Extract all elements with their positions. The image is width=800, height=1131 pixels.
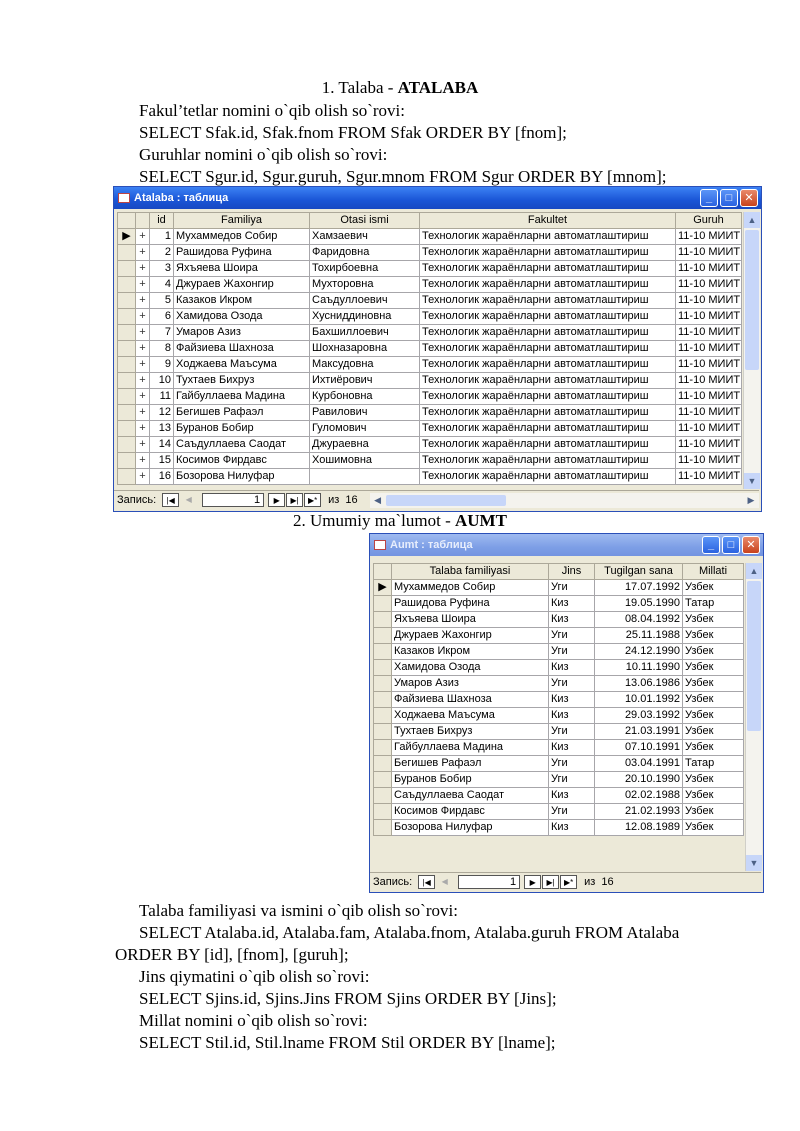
table-row[interactable]: [374, 676, 744, 692]
table-row[interactable]: [374, 692, 744, 708]
cell-talaba-familiyasi[interactable]: Казаков Икром: [392, 644, 549, 660]
cell-otasi-ismi[interactable]: [310, 469, 420, 485]
cell-tugilgan-sana[interactable]: 20.10.1990: [595, 772, 683, 788]
cell-talaba-familiyasi[interactable]: Хамидова Озода: [392, 660, 549, 676]
table-row[interactable]: [374, 804, 744, 820]
cell-familiya[interactable]: Буранов Бобир: [174, 421, 310, 437]
cell-guruh[interactable]: 11-10 МИИТ: [676, 373, 742, 389]
cell-millati[interactable]: Узбек: [683, 644, 744, 660]
table-row[interactable]: [374, 596, 744, 612]
cell-millati[interactable]: Узбек: [683, 580, 744, 596]
row-selector[interactable]: [118, 341, 136, 357]
cell-familiya[interactable]: Рашидова Руфина: [174, 245, 310, 261]
cell-familiya[interactable]: Умаров Азиз: [174, 325, 310, 341]
current-record-icon[interactable]: ▶: [374, 580, 392, 596]
record-of-label: из: [584, 876, 596, 888]
table-row[interactable]: [118, 293, 742, 309]
column-header-jins[interactable]: Jins: [549, 564, 595, 580]
column-header-tugilgan-sana[interactable]: Tugilgan sana: [595, 564, 683, 580]
sql-query: SELECT Sfak.id, Sfak.fnom FROM Sfak ORDER BY [fnom];: [139, 123, 567, 142]
cell-familiya[interactable]: Ходжаева Маъсума: [174, 357, 310, 373]
minimize-icon[interactable]: _: [700, 189, 718, 207]
text-line: Jins qiymatini o`qib olish so`rovi:: [139, 967, 370, 986]
table-row[interactable]: [118, 277, 742, 293]
row-selector[interactable]: [118, 453, 136, 469]
sql-query: SELECT Sjins.id, Sjins.Jins FROM Sjins ORDER BY [Jins];: [139, 989, 557, 1008]
cell-millati[interactable]: Узбек: [683, 692, 744, 708]
cell-otasi-ismi[interactable]: Тохирбоевна: [310, 261, 420, 277]
table-row[interactable]: [118, 453, 742, 469]
sql-query: SELECT Atalaba.id, Atalaba.fam, Atalaba.fnom, Atalaba.guruh FROM Atalaba: [139, 923, 680, 942]
column-header-talaba-familiyasi[interactable]: Talaba familiyasi: [392, 564, 549, 580]
cell-jins[interactable]: Киз: [549, 740, 595, 756]
cell-familiya[interactable]: Саъдуллаева Саодат: [174, 437, 310, 453]
cell-jins[interactable]: Киз: [549, 692, 595, 708]
table-row[interactable]: [118, 261, 742, 277]
cell-familiya[interactable]: Гайбуллаева Мадина: [174, 389, 310, 405]
cell-jins[interactable]: Уги: [549, 772, 595, 788]
row-selector[interactable]: [118, 293, 136, 309]
sql-query: SELECT Sgur.id, Sgur.guruh, Sgur.mnom FROM Sgur ORDER BY [mnom];: [139, 167, 667, 186]
row-selector[interactable]: [118, 277, 136, 293]
cell-id[interactable]: 2: [150, 245, 174, 261]
cell-tugilgan-sana[interactable]: 10.01.1992: [595, 692, 683, 708]
row-selector[interactable]: [118, 373, 136, 389]
cell-talaba-familiyasi[interactable]: Буранов Бобир: [392, 772, 549, 788]
cell-jins[interactable]: Киз: [549, 820, 595, 836]
cell-fakultet[interactable]: Технологик жараёнларни автоматлаштириш: [420, 261, 676, 277]
cell-fakultet[interactable]: Технологик жараёнларни автоматлаштириш: [420, 293, 676, 309]
cell-fakultet[interactable]: Технологик жараёнларни автоматлаштириш: [420, 229, 676, 245]
column-header-millati[interactable]: Millati: [683, 564, 744, 580]
text-line: Guruhlar nomini o`qib olish so`rovi:: [139, 145, 388, 164]
cell-fakultet[interactable]: Технологик жараёнларни автоматлаштириш: [420, 277, 676, 293]
cell-guruh[interactable]: 11-10 МИИТ: [676, 405, 742, 421]
cell-fakultet[interactable]: Технологик жараёнларни автоматлаштириш: [420, 405, 676, 421]
expand-icon[interactable]: +: [136, 229, 150, 245]
cell-familiya[interactable]: Тухтаев Бихруз: [174, 373, 310, 389]
table-row[interactable]: [118, 245, 742, 261]
cell-guruh[interactable]: 11-10 МИИТ: [676, 357, 742, 373]
cell-guruh[interactable]: 11-10 МИИТ: [676, 437, 742, 453]
cell-id[interactable]: 3: [150, 261, 174, 277]
cell-id[interactable]: 8: [150, 341, 174, 357]
cell-talaba-familiyasi[interactable]: Мухаммедов Собир: [392, 580, 549, 596]
cell-familiya[interactable]: Файзиева Шахноза: [174, 341, 310, 357]
scroll-thumb[interactable]: [745, 230, 759, 370]
cell-guruh[interactable]: 11-10 МИИТ: [676, 453, 742, 469]
cell-talaba-familiyasi[interactable]: Тухтаев Бихруз: [392, 724, 549, 740]
cell-jins[interactable]: Уги: [549, 676, 595, 692]
cell-guruh[interactable]: 11-10 МИИТ: [676, 245, 742, 261]
table-row[interactable]: [374, 820, 744, 836]
cell-guruh[interactable]: 11-10 МИИТ: [676, 341, 742, 357]
cell-tugilgan-sana[interactable]: 21.02.1993: [595, 804, 683, 820]
cell-jins[interactable]: Киз: [549, 788, 595, 804]
table-row[interactable]: [118, 421, 742, 437]
section1-heading: 1. Talaba - ATALABA: [321, 78, 479, 97]
column-header-fakultet[interactable]: Fakultet: [420, 213, 676, 229]
table-icon: [374, 540, 386, 550]
row-selector[interactable]: [374, 692, 392, 708]
cell-millati[interactable]: Узбек: [683, 724, 744, 740]
cell-jins[interactable]: Киз: [549, 596, 595, 612]
cell-guruh[interactable]: 11-10 МИИТ: [676, 421, 742, 437]
cell-talaba-familiyasi[interactable]: Файзиева Шахноза: [392, 692, 549, 708]
table-row[interactable]: [374, 660, 744, 676]
row-selector[interactable]: [374, 676, 392, 692]
atalaba-datasheet: [117, 212, 742, 485]
table-row[interactable]: [374, 788, 744, 804]
cell-jins[interactable]: Уги: [549, 644, 595, 660]
row-selector[interactable]: [374, 756, 392, 772]
cell-id[interactable]: 12: [150, 405, 174, 421]
expand-icon[interactable]: +: [136, 293, 150, 309]
row-selector[interactable]: [118, 309, 136, 325]
scroll-down-icon[interactable]: ▼: [744, 473, 760, 489]
cell-talaba-familiyasi[interactable]: Умаров Азиз: [392, 676, 549, 692]
next-record-icon[interactable]: ▶: [268, 493, 285, 507]
window-title-bar[interactable]: [370, 534, 763, 556]
expand-icon[interactable]: +: [136, 309, 150, 325]
table-row[interactable]: [374, 580, 744, 596]
cell-otasi-ismi[interactable]: Фаридовна: [310, 245, 420, 261]
cell-tugilgan-sana[interactable]: 24.12.1990: [595, 644, 683, 660]
scroll-up-icon[interactable]: ▲: [744, 212, 760, 228]
current-record-icon[interactable]: ▶: [118, 229, 136, 245]
cell-talaba-familiyasi[interactable]: Джураев Жахонгир: [392, 628, 549, 644]
cell-fakultet[interactable]: Технологик жараёнларни автоматлаштириш: [420, 245, 676, 261]
row-selector[interactable]: [374, 708, 392, 724]
row-selector[interactable]: [374, 660, 392, 676]
row-selector[interactable]: [374, 772, 392, 788]
cell-familiya[interactable]: Бегишев Рафаэл: [174, 405, 310, 421]
cell-guruh[interactable]: 11-10 МИИТ: [676, 309, 742, 325]
cell-otasi-ismi[interactable]: Гуломович: [310, 421, 420, 437]
cell-id[interactable]: 13: [150, 421, 174, 437]
cell-otasi-ismi[interactable]: Саъдуллоевич: [310, 293, 420, 309]
cell-guruh[interactable]: 11-10 МИИТ: [676, 325, 742, 341]
cell-millati[interactable]: Узбек: [683, 612, 744, 628]
next-record-icon[interactable]: ▶: [524, 875, 541, 889]
record-navigator: [114, 490, 759, 509]
cell-millati[interactable]: Узбек: [683, 788, 744, 804]
table-row[interactable]: [118, 437, 742, 453]
new-record-icon[interactable]: ▶*: [304, 493, 321, 507]
scroll-thumb[interactable]: [386, 495, 506, 506]
sql-query-continued: ORDER BY [id], [fnom], [guruh];: [115, 945, 349, 964]
expand-icon[interactable]: +: [136, 261, 150, 277]
cell-millati[interactable]: Узбек: [683, 676, 744, 692]
table-row[interactable]: [118, 389, 742, 405]
row-selector[interactable]: [118, 437, 136, 453]
cell-familiya[interactable]: Косимов Фирдавс: [174, 453, 310, 469]
cell-tugilgan-sana[interactable]: 03.04.1991: [595, 756, 683, 772]
row-selector[interactable]: [374, 628, 392, 644]
cell-jins[interactable]: Уги: [549, 724, 595, 740]
cell-fakultet[interactable]: Технологик жараёнларни автоматлаштириш: [420, 325, 676, 341]
cell-familiya[interactable]: Казаков Икром: [174, 293, 310, 309]
cell-fakultet[interactable]: Технологик жараёнларни автоматлаштириш: [420, 389, 676, 405]
cell-guruh[interactable]: 11-10 МИИТ: [676, 277, 742, 293]
row-selector[interactable]: [374, 820, 392, 836]
row-selector-header: [374, 564, 392, 580]
cell-guruh[interactable]: 11-10 МИИТ: [676, 389, 742, 405]
cell-tugilgan-sana[interactable]: 12.08.1989: [595, 820, 683, 836]
expand-icon[interactable]: +: [136, 277, 150, 293]
cell-familiya[interactable]: Бозорова Нилуфар: [174, 469, 310, 485]
scroll-right-icon[interactable]: ▶: [747, 494, 755, 505]
cell-millati[interactable]: Узбек: [683, 804, 744, 820]
new-record-icon[interactable]: ▶*: [560, 875, 577, 889]
expand-icon[interactable]: +: [136, 405, 150, 421]
cell-talaba-familiyasi[interactable]: Бегишев Рафаэл: [392, 756, 549, 772]
text-line: Fakul’tetlar nomini o`qib olish so`rovi:: [139, 101, 405, 120]
cell-otasi-ismi[interactable]: Ихтиёрович: [310, 373, 420, 389]
sql-query: SELECT Stil.id, Stil.lname FROM Stil ORDER BY [lname];: [139, 1033, 556, 1052]
cell-talaba-familiyasi[interactable]: Бозорова Нилуфар: [392, 820, 549, 836]
cell-id[interactable]: 6: [150, 309, 174, 325]
cell-id[interactable]: 10: [150, 373, 174, 389]
expand-icon[interactable]: +: [136, 421, 150, 437]
window-title: Atalaba : таблица: [134, 192, 229, 204]
row-selector[interactable]: [374, 788, 392, 804]
cell-guruh[interactable]: 11-10 МИИТ: [676, 293, 742, 309]
cell-fakultet[interactable]: Технологик жараёнларни автоматлаштириш: [420, 309, 676, 325]
text-line: Talaba familiyasi va ismini o`qib olish so`rovi:: [139, 901, 458, 920]
scroll-up-icon[interactable]: ▲: [746, 563, 762, 579]
cell-tugilgan-sana[interactable]: 19.05.1990: [595, 596, 683, 612]
cell-guruh[interactable]: 11-10 МИИТ: [676, 229, 742, 245]
cell-otasi-ismi[interactable]: Хамзаевич: [310, 229, 420, 245]
column-header-guruh[interactable]: Guruh: [676, 213, 742, 229]
cell-jins[interactable]: Киз: [549, 708, 595, 724]
table-row[interactable]: [374, 756, 744, 772]
record-navigator: [370, 872, 761, 891]
table-row[interactable]: [374, 772, 744, 788]
cell-millati[interactable]: Узбек: [683, 628, 744, 644]
scroll-down-icon[interactable]: ▼: [746, 855, 762, 871]
table-row[interactable]: [118, 325, 742, 341]
prev-record-icon[interactable]: ◀: [441, 877, 448, 886]
row-selector[interactable]: [374, 804, 392, 820]
cell-fakultet[interactable]: Технологик жараёнларни автоматлаштириш: [420, 357, 676, 373]
cell-otasi-ismi[interactable]: Мухторовна: [310, 277, 420, 293]
expand-icon[interactable]: +: [136, 325, 150, 341]
cell-millati[interactable]: Узбек: [683, 708, 744, 724]
cell-otasi-ismi[interactable]: Хусниддиновна: [310, 309, 420, 325]
text-line: Millat nomini o`qib olish so`rovi:: [139, 1011, 368, 1030]
cell-millati[interactable]: Татар: [683, 596, 744, 612]
cell-jins[interactable]: Уги: [549, 804, 595, 820]
cell-fakultet[interactable]: Технологик жараёнларни автоматлаштириш: [420, 437, 676, 453]
scroll-left-icon[interactable]: ◀: [374, 494, 382, 505]
cell-talaba-familiyasi[interactable]: Рашидова Руфина: [392, 596, 549, 612]
record-total: 16: [345, 494, 358, 506]
cell-talaba-familiyasi[interactable]: Саъдуллаева Саодат: [392, 788, 549, 804]
row-selector[interactable]: [374, 596, 392, 612]
close-icon[interactable]: ✕: [742, 536, 760, 554]
cell-millati[interactable]: Узбек: [683, 660, 744, 676]
cell-id[interactable]: 7: [150, 325, 174, 341]
aumt-table-window: [369, 533, 764, 893]
cell-tugilgan-sana[interactable]: 02.02.1988: [595, 788, 683, 804]
table-row[interactable]: [118, 229, 742, 245]
expand-icon[interactable]: +: [136, 341, 150, 357]
horizontal-scrollbar[interactable]: [370, 493, 759, 508]
prev-record-icon[interactable]: ◀: [185, 495, 192, 504]
cell-id[interactable]: 16: [150, 469, 174, 485]
cell-otasi-ismi[interactable]: Шохназаровна: [310, 341, 420, 357]
row-selector[interactable]: [118, 389, 136, 405]
atalaba-table-window: [113, 186, 762, 512]
table-row[interactable]: [374, 708, 744, 724]
table-row[interactable]: [374, 740, 744, 756]
row-selector[interactable]: [118, 261, 136, 277]
record-number-input[interactable]: 1: [202, 493, 264, 507]
first-record-icon[interactable]: |◀: [418, 875, 435, 889]
cell-id[interactable]: 11: [150, 389, 174, 405]
minimize-icon[interactable]: _: [702, 536, 720, 554]
cell-familiya[interactable]: Яхъяева Шоира: [174, 261, 310, 277]
table-row[interactable]: [118, 309, 742, 325]
cell-fakultet[interactable]: Технологик жараёнларни автоматлаштириш: [420, 373, 676, 389]
row-selector[interactable]: [118, 405, 136, 421]
cell-otasi-ismi[interactable]: Хошимовна: [310, 453, 420, 469]
cell-otasi-ismi[interactable]: Равилович: [310, 405, 420, 421]
cell-fakultet[interactable]: Технологик жараёнларни автоматлаштириш: [420, 469, 676, 485]
table-row[interactable]: [118, 373, 742, 389]
cell-millati[interactable]: Татар: [683, 756, 744, 772]
row-selector[interactable]: [118, 325, 136, 341]
cell-id[interactable]: 5: [150, 293, 174, 309]
maximize-icon[interactable]: □: [722, 536, 740, 554]
row-selector[interactable]: [374, 724, 392, 740]
cell-millati[interactable]: Узбек: [683, 820, 744, 836]
last-record-icon[interactable]: ▶|: [542, 875, 559, 889]
row-selector[interactable]: [374, 740, 392, 756]
cell-familiya[interactable]: Джураев Жахонгир: [174, 277, 310, 293]
cell-id[interactable]: 1: [150, 229, 174, 245]
cell-talaba-familiyasi[interactable]: Гайбуллаева Мадина: [392, 740, 549, 756]
close-icon[interactable]: ✕: [740, 189, 758, 207]
window-title: Aumt : таблица: [390, 539, 473, 551]
row-selector[interactable]: [118, 245, 136, 261]
cell-fakultet[interactable]: Технологик жараёнларни автоматлаштириш: [420, 421, 676, 437]
table-row[interactable]: [374, 724, 744, 740]
aumt-datasheet: [373, 563, 744, 836]
table-row[interactable]: [118, 405, 742, 421]
vertical-scrollbar[interactable]: [743, 212, 760, 489]
cell-otasi-ismi[interactable]: Бахшиллоевич: [310, 325, 420, 341]
cell-familiya[interactable]: Хамидова Озода: [174, 309, 310, 325]
cell-guruh[interactable]: 11-10 МИИТ: [676, 469, 742, 485]
expand-icon[interactable]: +: [136, 245, 150, 261]
record-label: Запись:: [117, 494, 157, 506]
cell-id[interactable]: 15: [150, 453, 174, 469]
cell-id[interactable]: 14: [150, 437, 174, 453]
cell-otasi-ismi[interactable]: Джураевна: [310, 437, 420, 453]
column-header-id[interactable]: id: [150, 213, 174, 229]
cell-familiya[interactable]: Мухаммедов Собир: [174, 229, 310, 245]
cell-tugilgan-sana[interactable]: 25.11.1988: [595, 628, 683, 644]
cell-jins[interactable]: Уги: [549, 756, 595, 772]
cell-otasi-ismi[interactable]: Максудовна: [310, 357, 420, 373]
cell-tugilgan-sana[interactable]: 21.03.1991: [595, 724, 683, 740]
maximize-icon[interactable]: □: [720, 189, 738, 207]
cell-fakultet[interactable]: Технологик жараёнларни автоматлаштириш: [420, 453, 676, 469]
expand-header: [136, 213, 150, 229]
expand-icon[interactable]: +: [136, 373, 150, 389]
cell-tugilgan-sana[interactable]: 13.06.1986: [595, 676, 683, 692]
cell-jins[interactable]: Киз: [549, 660, 595, 676]
cell-millati[interactable]: Узбек: [683, 740, 744, 756]
record-total: 16: [601, 876, 614, 888]
cell-tugilgan-sana[interactable]: 29.03.1992: [595, 708, 683, 724]
cell-talaba-familiyasi[interactable]: Яхъяева Шоира: [392, 612, 549, 628]
table-row[interactable]: [118, 357, 742, 373]
window-title-bar[interactable]: [114, 187, 761, 209]
section2-heading: 2. Umumiy ma`lumot - AUMT: [293, 511, 507, 530]
cell-tugilgan-sana[interactable]: 07.10.1991: [595, 740, 683, 756]
cell-id[interactable]: 9: [150, 357, 174, 373]
scroll-thumb[interactable]: [747, 581, 761, 731]
first-record-icon[interactable]: |◀: [162, 493, 179, 507]
row-selector[interactable]: [118, 469, 136, 485]
row-selector[interactable]: [118, 421, 136, 437]
cell-jins[interactable]: Киз: [549, 612, 595, 628]
cell-fakultet[interactable]: Технологик жараёнларни автоматлаштириш: [420, 341, 676, 357]
record-label: Запись:: [373, 876, 413, 888]
cell-jins[interactable]: Уги: [549, 628, 595, 644]
cell-guruh[interactable]: 11-10 МИИТ: [676, 261, 742, 277]
expand-icon[interactable]: +: [136, 437, 150, 453]
record-of-label: из: [328, 494, 340, 506]
table-row[interactable]: [374, 644, 744, 660]
expand-icon[interactable]: +: [136, 453, 150, 469]
expand-icon[interactable]: +: [136, 357, 150, 373]
row-selector[interactable]: [374, 644, 392, 660]
expand-icon[interactable]: +: [136, 469, 150, 485]
cell-id[interactable]: 4: [150, 277, 174, 293]
row-selector[interactable]: [118, 357, 136, 373]
row-selector[interactable]: [374, 612, 392, 628]
record-number-input[interactable]: 1: [458, 875, 520, 889]
table-icon: [118, 193, 130, 203]
cell-otasi-ismi[interactable]: Курбоновна: [310, 389, 420, 405]
table-row[interactable]: [118, 341, 742, 357]
cell-tugilgan-sana[interactable]: 08.04.1992: [595, 612, 683, 628]
column-header-otasi-ismi[interactable]: Otasi ismi: [310, 213, 420, 229]
column-header-familiya[interactable]: Familiya: [174, 213, 310, 229]
cell-jins[interactable]: Уги: [549, 580, 595, 596]
cell-millati[interactable]: Узбек: [683, 772, 744, 788]
vertical-scrollbar[interactable]: [745, 563, 762, 871]
row-selector-header: [118, 213, 136, 229]
last-record-icon[interactable]: ▶|: [286, 493, 303, 507]
cell-talaba-familiyasi[interactable]: Косимов Фирдавс: [392, 804, 549, 820]
cell-tugilgan-sana[interactable]: 17.07.1992: [595, 580, 683, 596]
table-row[interactable]: [118, 469, 742, 485]
table-row[interactable]: [374, 612, 744, 628]
cell-talaba-familiyasi[interactable]: Ходжаева Маъсума: [392, 708, 549, 724]
table-row[interactable]: [374, 628, 744, 644]
cell-tugilgan-sana[interactable]: 10.11.1990: [595, 660, 683, 676]
expand-icon[interactable]: +: [136, 389, 150, 405]
